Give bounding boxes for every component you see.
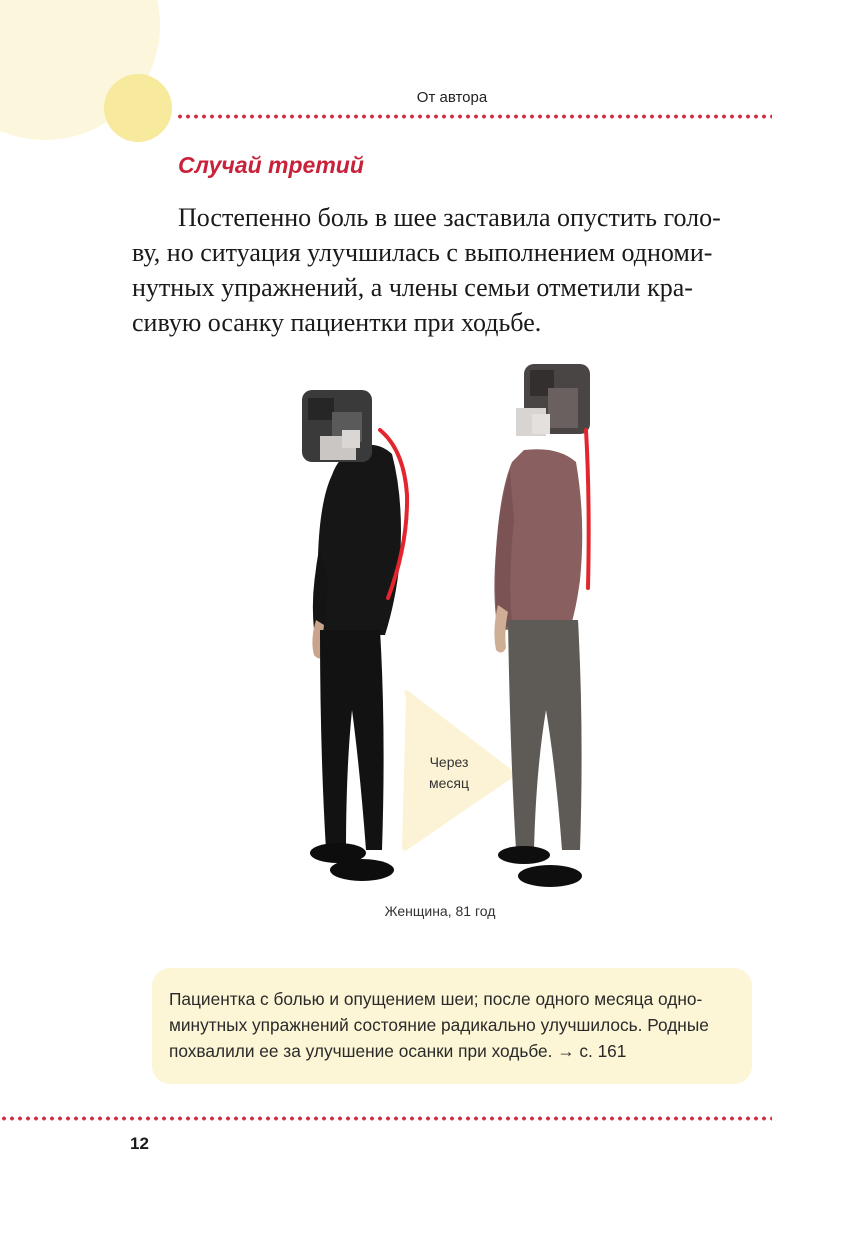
body-line: Постепенно боль в шее заставила опустить голо- [178, 203, 721, 232]
figure-caption: Женщина, 81 год [384, 903, 496, 919]
arrow-label [404, 752, 494, 794]
decorative-circle-small [104, 74, 172, 142]
summary-note-box [152, 968, 752, 1084]
body-line: нутных упражнений, а члены семьи отметили кра- [132, 273, 693, 302]
note-line: похвалили ее за улучшение осанки при ходьбе. → с. 161 [169, 1041, 627, 1061]
running-header: От автора [416, 89, 488, 106]
body-line: сивую осанку пациентки при ходьбе. [132, 308, 542, 337]
dotted-divider-bottom [0, 1116, 772, 1121]
posture-comparison-photo [280, 350, 620, 910]
section-title: Случай третий [178, 152, 364, 178]
dotted-divider-top [176, 114, 772, 119]
spine-line-after [586, 430, 589, 588]
body-line: ву, но ситуация улучшилась с выполнением одноми- [132, 238, 713, 267]
arrow-label-line: Через [429, 754, 469, 770]
arrow-label-line: месяц [428, 775, 469, 791]
note-line: минутных упражнений состояние радикально улучшилось. Родные [169, 1015, 709, 1035]
note-line: Пациентка с болью и опущением шеи; после одного месяца одно- [169, 989, 703, 1009]
page-number: 12 [130, 1134, 149, 1153]
body-paragraph [132, 200, 772, 340]
after-figure [494, 364, 590, 887]
before-figure [302, 390, 407, 881]
